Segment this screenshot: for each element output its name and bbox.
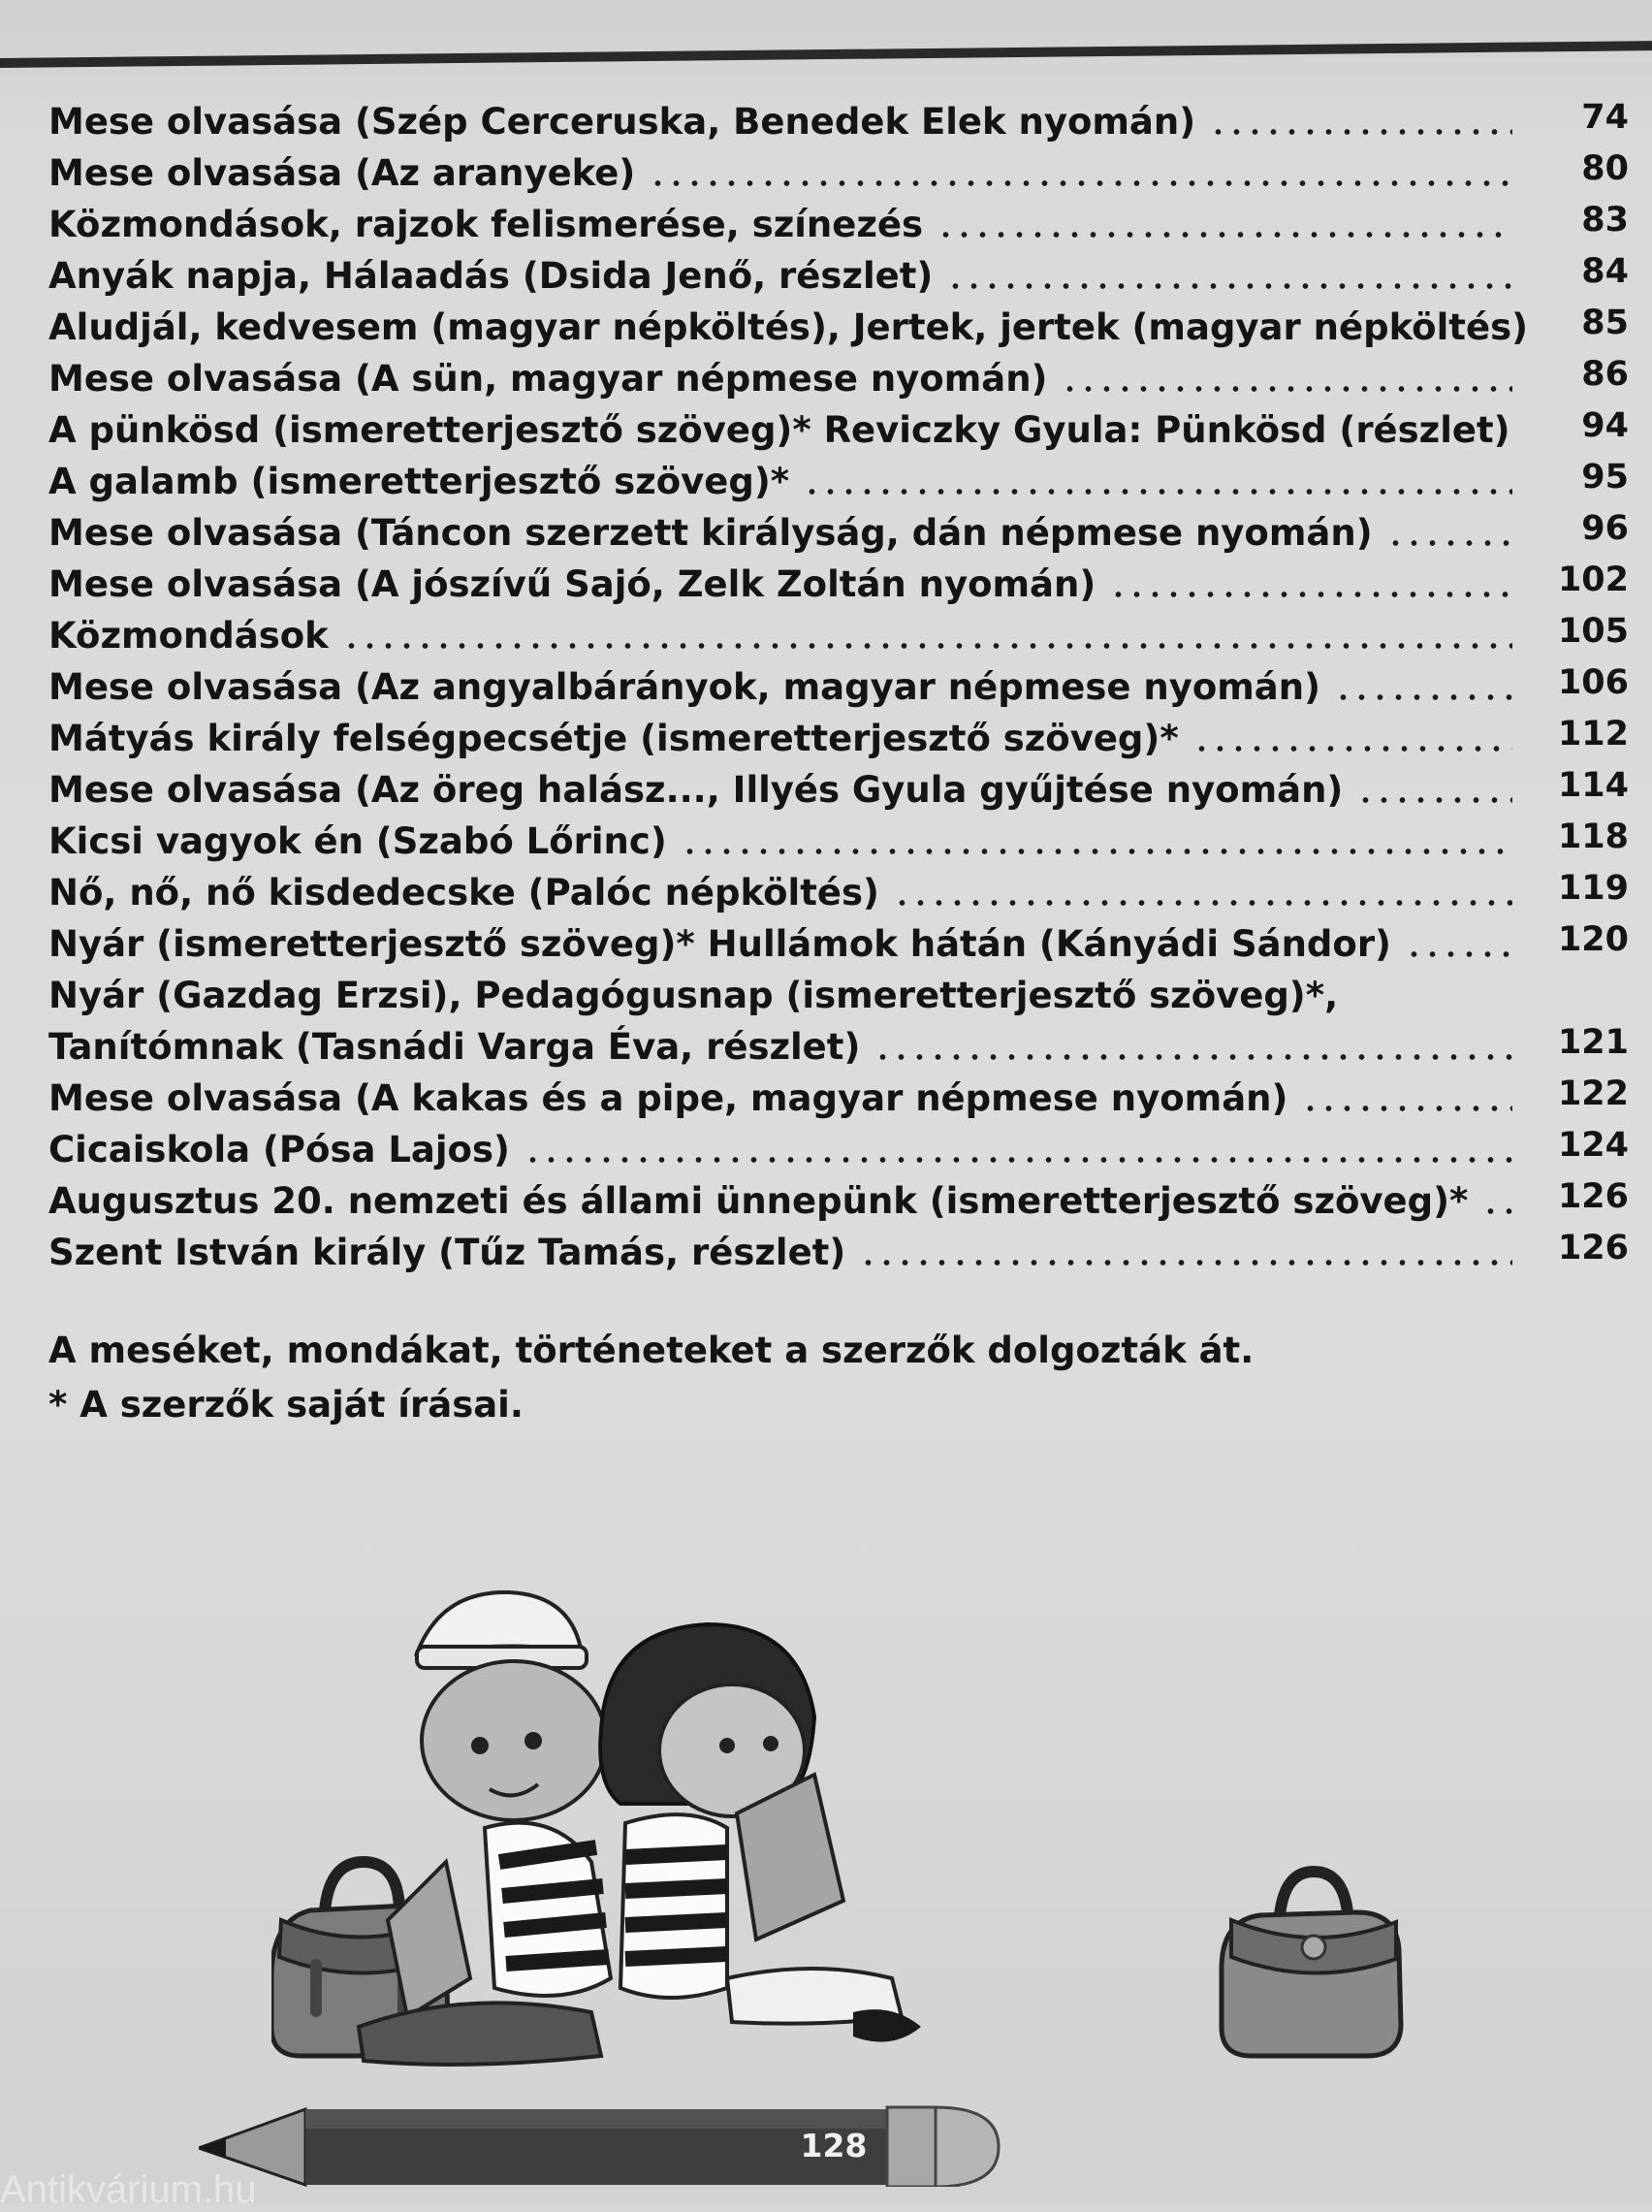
toc-row [48, 504, 1629, 556]
table-of-contents [48, 93, 1629, 1275]
toc-title: Mátyás király felségpecsétje (ismeretterjesztő szöveg)* [48, 718, 1179, 759]
toc-page-number: 83 [1581, 201, 1629, 240]
girl-reading-icon [600, 1624, 921, 2042]
toc-row [48, 1070, 1629, 1121]
toc-dot-leader [1061, 386, 1512, 392]
toc-row [48, 813, 1629, 864]
toc-row [48, 93, 1629, 144]
toc-row [48, 1224, 1629, 1275]
toc-title: Mese olvasása (Az öreg halász..., Illyés Gyula gyűjtése nyomán) [48, 769, 1344, 811]
toc-page-number: 95 [1581, 458, 1629, 497]
toc-dot-leader [681, 849, 1512, 854]
toc-title: Mese olvasása (A sün, magyar népmese nyomán) [48, 358, 1048, 400]
toc-row [48, 658, 1629, 710]
toc-row [48, 144, 1629, 196]
toc-page-number: 124 [1557, 1126, 1629, 1165]
toc-page-number: 119 [1557, 869, 1629, 908]
watermark: Antikvárium.hu [0, 2168, 257, 2211]
toc-page-number: 121 [1557, 1023, 1629, 1062]
toc-title: A pünkösd (ismeretterjesztő szöveg)* Reviczky Gyula: Pünkösd (részlet) [48, 409, 1510, 451]
toc-dot-leader [874, 1054, 1512, 1060]
toc-dot-leader [1301, 1106, 1512, 1111]
toc-title: Mese olvasása (A jószívű Sajó, Zelk Zoltán nyomán) [48, 563, 1096, 605]
toc-page-number: 102 [1557, 561, 1629, 599]
toc-row [48, 350, 1629, 401]
toc-page-number: 86 [1581, 355, 1629, 394]
toc-title: Cicaiskola (Pósa Lajos) [48, 1129, 510, 1170]
toc-title: Mese olvasása (Az angyalbárányok, magyar népmese nyomán) [48, 666, 1321, 708]
toc-row [48, 864, 1629, 915]
top-rule [0, 41, 1652, 68]
toc-title: Nő, nő, nő kisdedecske (Palóc népköltés) [48, 872, 879, 914]
toc-page-number: 118 [1557, 817, 1629, 856]
toc-title: Közmondások, rajzok felismerése, színezés [48, 204, 924, 245]
toc-title: Mese olvasása (Az aranyeke) [48, 152, 636, 194]
toc-title: Kicsi vagyok én (Szabó Lőrinc) [48, 820, 667, 862]
toc-dot-leader [859, 1260, 1512, 1266]
toc-title: Közmondások [48, 615, 329, 657]
toc-page-number: 114 [1557, 766, 1629, 805]
toc-row [48, 1018, 1629, 1070]
toc-dot-leader [1405, 951, 1512, 957]
toc-page-number: 85 [1581, 304, 1629, 342]
toc-row [48, 915, 1629, 967]
toc-dot-leader [1386, 540, 1512, 546]
toc-page-number: 126 [1557, 1229, 1629, 1267]
toc-page-number: 94 [1581, 406, 1629, 445]
toc-title: Tanítómnak (Tasnádi Varga Éva, részlet) [48, 1026, 861, 1068]
toc-dot-leader [937, 232, 1512, 238]
footnote-adapted: A meséket, mondákat, történeteket a szerzők dolgozták át. [48, 1330, 1255, 1371]
footnotes [48, 1324, 1406, 1432]
toc-dot-leader [893, 900, 1512, 906]
toc-page-number: 84 [1581, 252, 1629, 291]
toc-dot-leader [1356, 797, 1512, 803]
toc-title: Mese olvasása (Táncon szerzett királyság, dán népmese nyomán) [48, 512, 1373, 554]
toc-title: Szent István király (Tűz Tamás, részlet) [48, 1232, 846, 1273]
toc-title: Nyár (Gazdag Erzsi), Pedagógusnap (ismeretterjesztő szöveg)*, [48, 975, 1339, 1016]
toc-row [48, 710, 1629, 761]
toc-dot-leader [1334, 694, 1512, 700]
toc-title: Nyár (ismeretterjesztő szöveg)* Hullámok hátán (Kányádi Sándor) [48, 923, 1391, 965]
toc-row [48, 299, 1629, 350]
toc-title: Aludjál, kedvesem (magyar népköltés), Jertek, jertek (magyar népköltés) [48, 306, 1528, 348]
toc-title: Anyák napja, Hálaadás (Dsida Jenő, részlet) [48, 255, 934, 297]
toc-page-number: 105 [1557, 612, 1629, 651]
toc-page-number: 74 [1581, 98, 1629, 137]
toc-row [48, 761, 1629, 813]
toc-row [48, 1121, 1629, 1172]
toc-page-number: 126 [1557, 1177, 1629, 1216]
toc-page-number: 122 [1557, 1074, 1629, 1113]
toc-dot-leader [342, 643, 1512, 649]
toc-page-number: 120 [1557, 920, 1629, 959]
toc-dot-leader [803, 489, 1512, 495]
toc-title: Mese olvasása (Szép Cerceruska, Benedek Elek nyomán) [48, 101, 1196, 143]
toc-title: Mese olvasása (A kakas és a pipe, magyar népmese nyomán) [48, 1077, 1288, 1119]
toc-row [48, 453, 1629, 504]
page-number: 128 [800, 2127, 868, 2164]
toc-page-number: 112 [1557, 715, 1629, 753]
footnote-own-writing: * A szerzők saját írásai. [48, 1384, 524, 1426]
toc-title: A galamb (ismeretterjesztő szöveg)* [48, 461, 790, 502]
toc-dot-leader [524, 1157, 1512, 1163]
toc-dot-leader [1109, 592, 1512, 597]
toc-row [48, 247, 1629, 299]
toc-dot-leader [946, 283, 1512, 289]
toc-page-number: 96 [1581, 509, 1629, 548]
toc-row [48, 196, 1629, 247]
toc-dot-leader [1192, 746, 1512, 752]
toc-row [48, 607, 1629, 658]
toc-dot-leader [1481, 1208, 1512, 1214]
toc-dot-leader [649, 180, 1512, 186]
toc-row [48, 556, 1629, 607]
toc-row [48, 967, 1629, 1018]
children-reading-illustration [271, 1571, 1415, 2075]
toc-row [48, 1172, 1629, 1224]
toc-page-number: 80 [1581, 149, 1629, 188]
toc-page-number: 106 [1557, 663, 1629, 702]
right-schoolbag-icon [1222, 1872, 1401, 2056]
toc-dot-leader [1209, 129, 1512, 135]
toc-row [48, 401, 1629, 453]
toc-title: Augusztus 20. nemzeti és állami ünnepünk (ismeretterjesztő szöveg)* [48, 1180, 1469, 1222]
